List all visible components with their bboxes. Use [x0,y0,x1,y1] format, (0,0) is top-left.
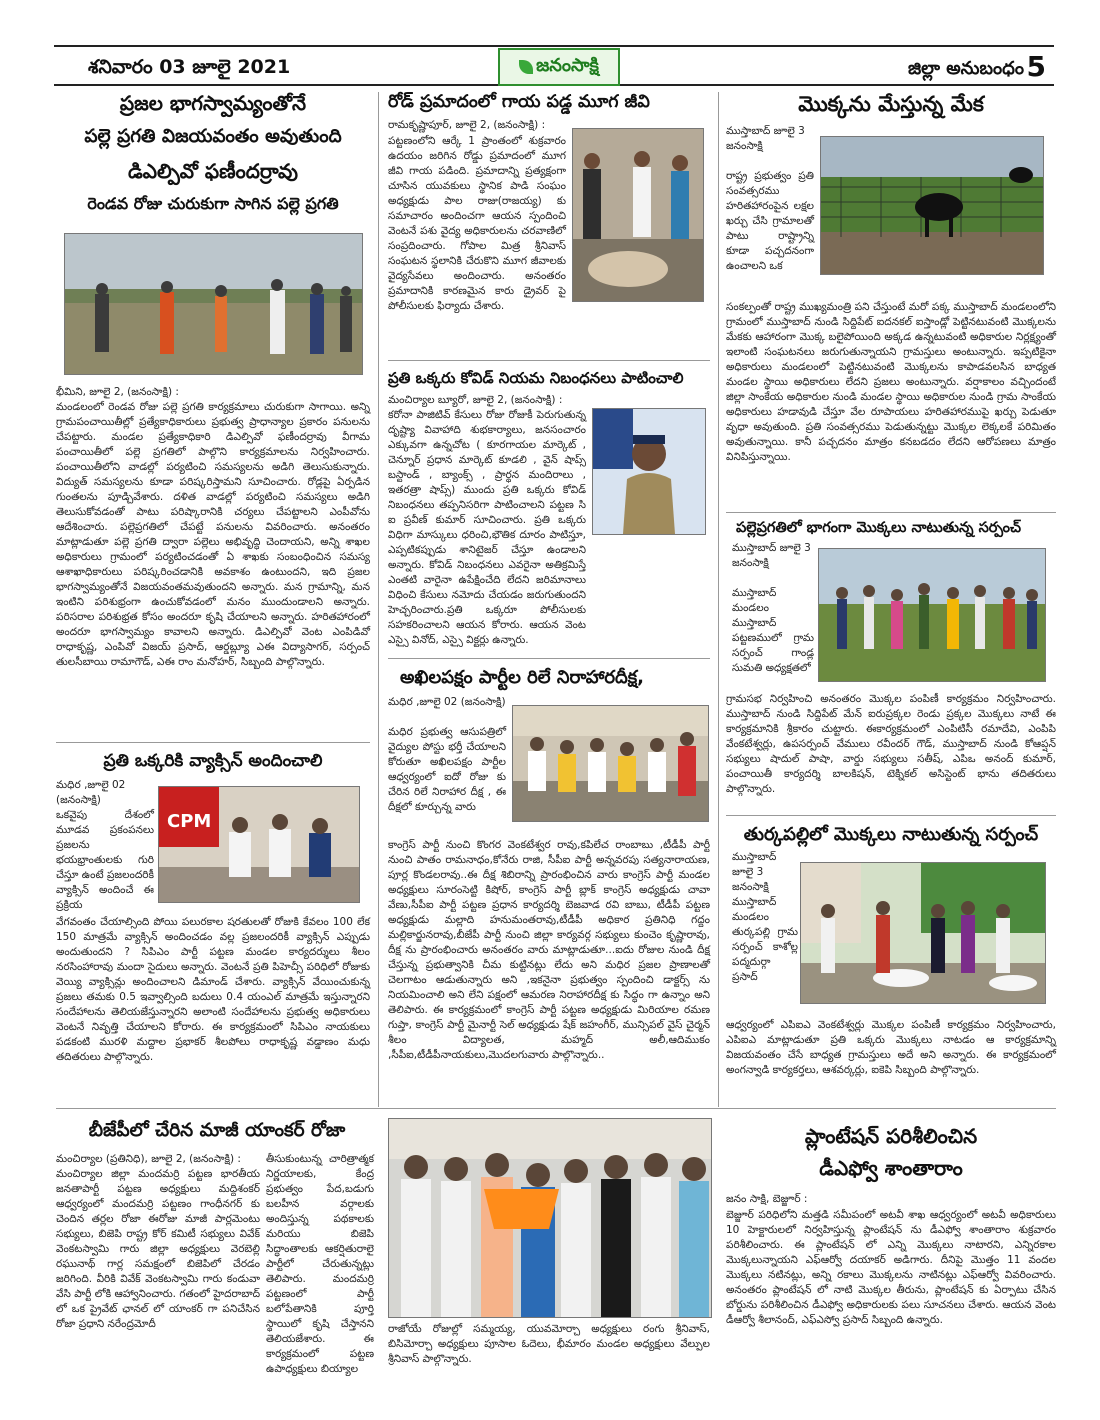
turkapalli-planting-photo [800,862,1046,1004]
article-body: సంకల్పంతో రాష్ట్ర ముఖ్యమంత్రి పని చేస్తుంటే మరో పక్క ముస్తాబాద్ మండలంలోని గ్రామంలో ముస్తాబాద్ నుండి సిద్దిపేట్ ఐదనకల్ ఐస్తాండ్లో పెట్టినటువంటి మొక్కలను మేకకు ఆహారంగా మొక్క బలైపోయింది అక్కడ ఉన్నటువంటి అధికారుల నిర్లక్ష్యంతో ఇలాంటి సంఘటనలు జరుగుతున్నాయని గ్రామస్తులు అంటున్నారు. ఇప్పటికైనా అధికారులు మండలంలో పెట్టినటువంటి మొక్కలను కాపాడవలసిన బాధ్యత మండల స్థాయి అధికారులు లేదని ప్రజలు అంటున్నారు. వర్షాకాలం వచ్చిందంటే జిల్లా సాంకేయ అధికారుల నుండి మండల స్థాయి అధికారుల నుండి గ్రామ సాంకేయ అధికారులు హడావుడి చేస్తూ వేల రూపాయలు హరితహారముపై ఖర్చు పెడుతూ వృధా అవుతుంది. ప్రతి సంవత్సరము పెడుతున్నట్టు మొక్కల లెక్కలకే పరిమితం అవుతున్నాయి. కానీ పచ్చదనం మాత్రం కనబడదం లేదని ఆరోపణలు మాత్రం వినిపిస్తున్నాయి. [726,301,1056,463]
article-headline: ప్లాంటేషన్ పరిశీలించిన [804,1124,978,1148]
article-headline: డీఎఫ్వో శాంతారాం [819,1156,963,1180]
article-side-text: రాష్ట్ర ప్రభుత్వం ప్రతి సంవత్సరము హరితహారంపైన లక్షల ఖర్చు చేసి గ్రామాలతో పాటు రాష్ట్రాన్ని కూడా పచ్చదనంగా ఉంచాలని ఒక [726,170,814,272]
article-body: రాజోయే రోజుల్లో సమ్మయ్య, యువమోర్చా అధ్యక్షులు రంగు శ్రీనివాస్, బిసిమోర్చా అధ్యక్షులు పూసాల ఓదెలు, భీమారం మండల అధ్యక్షులు వేల్పుల శ్రీనివాస్ పాల్గొన్నారు. [388,1323,710,1365]
article-body: కరోనా పాజిటివ్ కేసులు రోజు రోజుకీ పెరుగుతున్న దృష్ట్యా వివాహాది శుభకార్యాలు, జనసంచారం ఎక్కువగా ఉన్నచోట ( కూరగాయల మార్కెట్ , చెన్నూర్ ప్రధాన మార్కెట్ కూడలి , వైన్ షాప్స్ బస్టాండ్ , బ్యాంక్స్ , ప్రార్థన మందిరాలు , ఇతరత్రా షాప్స్) ముందు ప్రతి ఒక్కరు కోవిడ్ నిబంధనలు తప్పనిసరిగా పాటించాలని పట్టణ సి ఐ ప్రవీణ్ కుమార్ సూచించారు. ప్రతి ఒక్కరు విధిగా మాస్కులు ధరించి,భౌతిక దూరం పాటిస్తూ, ఎప్పటికప్పుడు శానిటైజర్ చేస్తూ ఉండాలని అన్నారు. కోవిడ్ నిబంధనలు ఎవరైనా అతిక్రమిస్తే ఎంతటి వారైనా ఉపేక్షించేది లేదని జరిమానాలు విధించి కేసులు నమోదు చేయడం జరుగుతుందని హెచ్చరించారు.ప్రతి ఒక్కరూ పోలీసులకు సహకరించాలని ఆయన కోరారు. ఆయన వెంట ఎస్సై వినోద్, ఎస్సై విక్టర్లు ఉన్నారు. [388,409,586,646]
article-dateline: మధిర ,జూలై 02 (జనంసాక్షి) [388,696,506,708]
article-rule [726,512,1056,513]
article-dateline: మంచిర్యాల (ప్రతినిధి), జూలై 2, (జనంసాక్షి) : [56,1153,241,1165]
hunger-strike-photo [512,705,709,822]
article-body: పట్టణంలోని ఆర్కే 1 ప్రాంతంలో శుక్రవారం ఉదయం జరిగిన రోడ్డు ప్రమాదంలో మూగ జీవి గాయ పడింది. ప్రమాదాన్ని ప్రత్యక్షంగా చూసిన యువకులు స్థానిక పాడి సంఘం అధ్యక్షుడు పాల రాజు(రాజయ్య) కు సమాచారం అందించగా ఆయన స్పందించి వెంటనే పశు వైద్య అధికారులను చరవాణిలో సంప్రదించారు. గోపాల మిత్ర శ్రీనివాస్ సంఘటన స్థలానికి చేరుకొని మూగ జీవాలకు వైద్యసేవలు అందించారు. అనంతరం ప్రమాదానికి కారణమైన కారు డ్రైవర్ పై పోలీసులకు ఫిర్యాదు చేశారు. [388,135,566,312]
article-body: కాంగ్రెస్ పార్టీ నుంచి కొంగర వెంకటేశ్వర రావు,కపిలేచ రాంబాబు ,టీడీపీ పార్టీ నుంచి పాతం రామనాధం,కోనేరు రాజి, సీపీఐ పార్టీ అన్నవరపు సత్యనారాయణ, పూర్ల కొండలరావు..ఈ దీక్ష శిబిరాన్ని ప్రారంభించిన వారు కాంగ్రెస్ పార్టీ మండల అధ్యక్షులు సూరంసెట్టి కిషోర్, కాంగ్రెస్ పార్టీ బ్లాక్ కాంగ్రెస్ అధ్యక్షుడు చావా వేణు,సీపీఐ పార్టీ పట్టణ ప్రధాన కార్యదర్శి బెజవాడ రవి బాబు, టీడీపీ పట్టణ అధ్యక్షుడు మల్లాది హనుమంతరావు,టీడీపీ అధికార ప్రతినిధి గద్దం మల్లికార్జునరావు,బీజేపీ పార్టీ నుంచి జిల్లా కార్యవర్గ సభ్యులు కుంచెం కృష్ణారావు, దీక్ష ను ప్రారంభించారు అనంతరం వారు మాట్లాడుతూ...ఐదు రోజుల నుండి దీక్ష చేస్తున్న ప్రభుత్వానికి చీమ కుట్టినట్లు లేదు అని మధిర ప్రజల ప్రాణాలతో చెలగాటం ఆడుతున్నారు అని ,ఇకనైనా ప్రభుత్వం స్పందించి డాక్టర్స్ ను నియమించాలి అని లేని పక్షంలో ఆమరణ నిరాహారదీక్ష కు సిద్ధం గా ఉన్నాం అని తెలిపారు. ఈ కార్యక్రమంలో కాంగ్రెస్ పార్టీ పట్టణ అధ్యక్షుడు మిరియాల రమణ గుప్తా, కాంగ్రెస్ పార్టీ మైనార్టీ సెల్ అధ్యక్షుడు షేక్ జహంగీర్, మున్సిపల్ వైస్ చైర్మన్ శీలం విద్యాలత, మహ్మద్ అలీ,ఆదిముకం ,సీపీఐ,టీడీపీనాయకులు,మొదలగువారు పాల్గొన్నారు.. [388,839,710,1061]
article-side-text: మధిర ప్రభుత్వ ఆసుపత్రిలో వైద్యుల పోస్టు భర్తీ చేయాలని కోరుతూ అఖిలపక్షం పార్టీల ఆధ్వర్యంలో ఐదో రోజు కు చేరిన రిలే నిరాహార దీక్ష , ఈ దీక్షలో కూర్చున్న వారు [388,726,506,813]
article-dateline: మంచిర్యాల బ్యూరో, జూలై 2, (జనంసాక్షి) : [388,394,563,406]
article-headline: ప్రతి ఒక్కరు కోవిడ్ నియమ నిబంధనలు పాటించాలి [388,369,684,387]
goat-eating-sapling-photo [820,136,1044,275]
column-rule [378,92,379,1107]
article-headline: పల్లె ప్రగతి విజయవంతం అవుతుంది [84,126,342,147]
article-headline: తుర్కపల్లిలో మొక్కలు నాటుతున్న సర్పంచ్ [743,824,1039,845]
bjp-joining-photo [388,1118,712,1318]
article-body: గ్రామసభ నిర్వహించి అనంతరం మొక్కల పంపిణీ కార్యక్రమం నిర్వహించారు. ముస్తాబాద్ నుండి సిద్దిపేట్ మేన్ ఐరుప్రక్కల రెండు ప్రక్కల మొక్కలు నాటే ఈ కార్యక్రమానికి శ్రీకారం చుట్టారు. ఈకార్యక్రమంలో ఎంపిటిసీ రమాదేవి, ఎంపిపి వేంకటేశ్వర్లు, ఉపసర్పంచ్ వేములు రవీందర్ గౌడ్, ముస్తాబాద్ నుండి కోఆప్షన్ సభ్యులు షాదుల్ పాషా, వార్డు సభ్యులు సతీష్, ఎపిఒ అనంద్ కుమార్, పంచాయితీ కార్యదర్శి బాలకిషన్, టెక్నికల్ అసిస్టెంట్ భాను తదితరులు పాల్గొన్నారు. [726,693,1056,795]
article-rule [56,742,370,743]
article-rule [388,658,710,659]
section-rule [56,1108,1056,1109]
section-name: జిల్లా అనుబంధం [908,58,1024,79]
article-dateline: ముస్తాబాద్ జూలై 3 జనంసాక్షి [726,125,805,152]
article-side-text: ముస్తాబాద్ మండలం తుర్కపల్లి గ్రామ సర్పంచ్ కాశోల్ల పద్మదుర్గా ప్రసాద్ [732,896,798,983]
article-side-text: ముస్తాబాద్ మండలం ముస్తాబాద్ పట్టణములో గ్రామ సర్పంచ్ గాండ్ల సుమతి అధ్యక్షతలో [732,587,814,674]
article-body: మండలంలో రెండవ రోజు పల్లె ప్రగతి కార్యక్రమాలు చురుకుగా సాగాయి. అన్ని గ్రామపంచాయితీల్లో ప్రత్యేకాధికారులు ప్రభుత్వ ప్రాధాన్యాల ప్రకారం పనులను చేపట్టారు. మండల ప్రత్యేకాధికారి డిఎల్పివో ఫణీందర్రావు వీగామ పంచాయితీలో పల్లె ప్రగతిలో పాల్గొని కార్యక్రమాలను నిర్వహించారు. పంచాయితీలోని వాడల్లో పర్యటించి సమస్యలను అడిగి తెలుసుకున్నారు. విద్యుత్ సమస్యలను కూడా పరిష్కరిస్తామని సూచించారు. రోడ్లపై ఏర్పడిన గుంతలను పూడ్చివేశారు. దళిత వాడల్లో పర్యటించి సమస్యలు అడిగి తెలుసుకోవడంతో పాటు పరిష్కారానికి చర్యలు చేపట్టాలని ఎంపీవోను ఆదేశించారు. పల్లెప్రగతిలో చేపట్టే పనులను వివరించారు. అనంతరం మాట్లాడుతూ పల్లె ప్రగతి ద్వారా పల్లెలు అభివృద్ధి చెందాయని, అన్ని శాఖల అధికారులు గ్రామంలో పర్యటించడంతో ఏ శాఖకు సంబంధించిన సమస్య ఆశాఖాధికారులు పరిష్కరించడానికి అవకాశం ఉంటుందని, ఇది ప్రజల భాగస్వామ్యంతోనే విజయవంతమవుతుందని అన్నారు. మన గ్రామాన్ని, మన ఇంటిని పరిశుభ్రంగా ఉంచుకోవడంలో మనం ముందుండాలని అన్నారు. పరిసరాల పరిశుభ్రత కోసం అందరూ కృషి చేయాలని అన్నారు. హరితహారంలో అందరూ భాగస్వామ్యం కావాలని అన్నారు. డిఎల్పివో వెంట ఎంపిడివో రాధాకృష్ణ, ఎంపివో విజయ్ ప్రసాద్, ఆర్డబ్ల్యూ ఎఈ విద్యాసాగర్, సర్పంచ్ తులసీబాయి రామాగౌడ్, ఎఈ రాం మనోహర్, సిబ్బంది పాల్గొన్నారు. [56,401,370,668]
villagers-inspection-photo [64,233,363,375]
header-top-rule [54,45,1054,47]
article-dateline: జనం సాక్షి, బెజ్జూర్ : [726,1193,808,1205]
police-officer-photo [592,408,706,535]
article-headline: పల్లెప్రగతిలో భాగంగా మొక్కలు నాటుతున్న సర్పంచ్ [736,520,1021,536]
article-dateline: రామకృష్ణాపూర్, జూలై 2, (జనంసాక్షి) : [388,119,546,131]
svg-text:CPM: CPM [167,811,212,832]
article-body: తీసుకుంటున్న చారిత్రాత్మక నిర్ణయాలకు, కేంద్ర ప్రభుత్వం పేద,బడుగు బలహీన వర్గాలకు అందిస్తున్న పథకాలకు మరియు బిజెపి సిద్ధాంతాలకు ఆకర్షితురాలై పార్టీలో చేరుతున్నట్లు తెలిపారు. మందమర్రి పట్టణంలో పార్టీ బలోపేతానికి పూర్తి స్థాయిలో కృషి చేస్తానని తెలియజేశారు. ఈ కార్యక్రమంలో పట్టణ ఉపాధ్యక్షులు బియ్యాల [266,1153,374,1375]
paper-name: జనంసాక్షి [536,54,599,76]
injured-cow-photo [572,128,704,302]
article-body: మంచిర్యాల జిల్లా మందమర్రి పట్టణ భారతీయ జనతాపార్టీ పట్టణ అధ్యక్షులు మద్దిశంకర్ ఆధ్వర్యంలో మందమర్రి పట్టణం గాంధీనగర్ కు చెందిన తర్లల రోజా ఈరోజు మాజీ పార్లమెంటు సభ్యులు, బిజెపి రాష్ట్ర కోర్ కమిటీ సభ్యులు వివేక్ వెంకటస్వామి గారు జిల్లా అధ్యక్షులు వెరబెల్లి రఘునాథ్ గార్ల సమక్షంలో బిజెపిలో చేరడం జరిగింది. వీరికి వివేక్ వెంకటస్వామి గారు కండువా వేసి పార్టీ లోకి ఆహ్వానించారు. గతంలో హైదరాబాద్ లో ఒక ప్రైవేట్ ఛానల్ లో యాంకర్ గా పనిచేసిన రోజా ప్రధాని నరేంద్రమోదీ [56,1168,260,1330]
article-headline: ప్రజల భాగస్వామ్యంతోనే [119,91,307,115]
article-dateline: ముస్తాబాద్ జూలై 3 జనంసాక్షి [732,542,811,569]
issue-date: శనివారం 03 జూలై 2021 [88,56,291,78]
article-dateline: భీమిని, జూలై 2, (జనంసాక్షి) : [56,386,179,398]
article-headline: అఖిలపక్షం పార్టీల రిలే నిరాహారదీక్ష, [400,667,644,688]
page-number: 5 [1026,50,1046,83]
leaf-icon [519,60,533,74]
column-rule [718,92,719,1107]
article-body: వేగవంతం చేయాల్సింది పోయి పలురకాల షరతులతో రోజుకి కేవలం 100 లేక 150 మాత్రమే వ్యాక్సిన్ అందించడం వల్ల ప్రజలందరికీ వ్యాక్సిన్ ఎప్పుడు అందుతుందని ? సిపిఎం పార్టీ పట్టణ మండల కార్యదర్శులు శీలం నరసింహారావు మందా సైదులు అన్నారు. వెంటనే ప్రతి పిహెచ్సీ పరిధిలో రోజుకు వెయ్యి వ్యాక్సిన్లు అందించాలని డిమాండ్ చేశారు. వ్యాక్సిన్ వేయించుకున్న ప్రజలు తమకు 0.5 ఇవ్వాల్సింది బదులు 0.4 యంఎల్ మాత్రమే ఇస్తున్నారని సందేహాలను తెలియజేస్తున్నారని అలాంటి సందేహాలను ప్రభుత్వ అధికారులు వెంటనే నివృత్తి చేయాలని కోరారు. ఈ కార్యక్రమంలో సిపిఎం నాయకులు పడకంటి మురళి మద్దాల ప్రభాకర్ శీలపోలు రాధాకృష్ణ వడ్డాణం మధు తదితరులు పాల్గొన్నారు. [56,916,370,1063]
cpm-leaders-seated-photo [158,786,360,903]
article-headline: రోడ్ ప్రమాదంలో గాయ పడ్డ మూగ జీవి [388,92,650,112]
article-headline: రెండవ రోజు చురుకుగా సాగిన పల్లె ప్రగతి [87,194,339,213]
article-rule [388,360,710,361]
article-dateline: ముస్తాబాద్ జూలై 3 జనంసాక్షి [732,851,777,893]
masthead-logo [498,48,620,86]
article-body: ఆధ్వర్యంలో ఎపిఐఎ వెంకటేశ్వర్లు మొక్కల పంపిణీ కార్యక్రమం నిర్వహించారు, ఎపిఐఎ మాట్లాడుతూ ప్రతి ఒక్కరు మొక్కలు నాటడం ఆ కార్యక్రమాన్ని విజయవంతం చేసే బాధ్యత గ్రామస్తులు అదే అని అన్నారు. ఈ కార్యక్రమంలో అంగన్వాడి కార్యకర్తలు, ఆశవర్కర్లు, ఐకెపి సిబ్బంది పాల్గొన్నారు. [726,1019,1056,1076]
article-side-text: ఒకవైపు దేశంలో మూడవ ప్రకంపనలు ప్రజలను భయభ్రాంతులకు గురి చేస్తూ ఉంటే ప్రజలందరికీ వ్యాక్సిన్ అందించే ఈ ప్రక్రియ [56,809,154,911]
sarpanch-planting-photo [818,548,1046,682]
article-rule [726,815,1056,816]
article-headline: డిఎల్పివో ఫణీందర్రావు [128,159,298,183]
article-headline: ప్రతి ఒక్కరికి వ్యాక్సిన్ అందించాలి [103,751,323,771]
article-dateline: మధిర ,జూలై 02 (జనంసాక్షి) [56,779,126,806]
article-headline: మొక్కను మేస్తున్న మేక [798,92,984,116]
article-headline: బీజేపీలో చేరిన మాజీ యాంకర్ రోజా [88,1120,346,1141]
article-body: బెజ్జూర్ పరిధిలోని మత్తడి సమీపంలో అటవీ శాఖ ఆధ్వర్యంలో అటవీ అధికారులు 10 హెక్టారులలో నిర్వహిస్తున్న ప్లాంటేషన్ ను డీఎఫ్వో శాంతారాం శుక్రవారం పరిశీలించారు. ఈ ప్లాంటేషన్ లో ఎన్ని మొక్కలు నాటారని, ఎన్నిరకాల మొక్కలున్నాయని ఎఫ్ఆర్వో దయాకర్ అడిగారు. దీనిపై మొత్తం 11 వందల మొక్కలు నటినట్లు, అన్ని రకాలు మొక్కలను నాటినట్లు ఎఫ్ఆర్వో వివరించారు. అనంతరం ప్లాంటేషన్ లో నాటి మొక్కల తీరును, ప్లాంటేషన్ కు ఏర్పాటు చేసిన బోర్డును పరిశీలించిన డీఎఫ్వో అధికారులకు పలు సూచనలు చేశారు. ఆయన వెంట డీఆర్వో శీలానంద్, ఎఫ్ఎస్వో ప్రసాద్ సిబ్బంది ఉన్నారు. [726,1209,1056,1326]
